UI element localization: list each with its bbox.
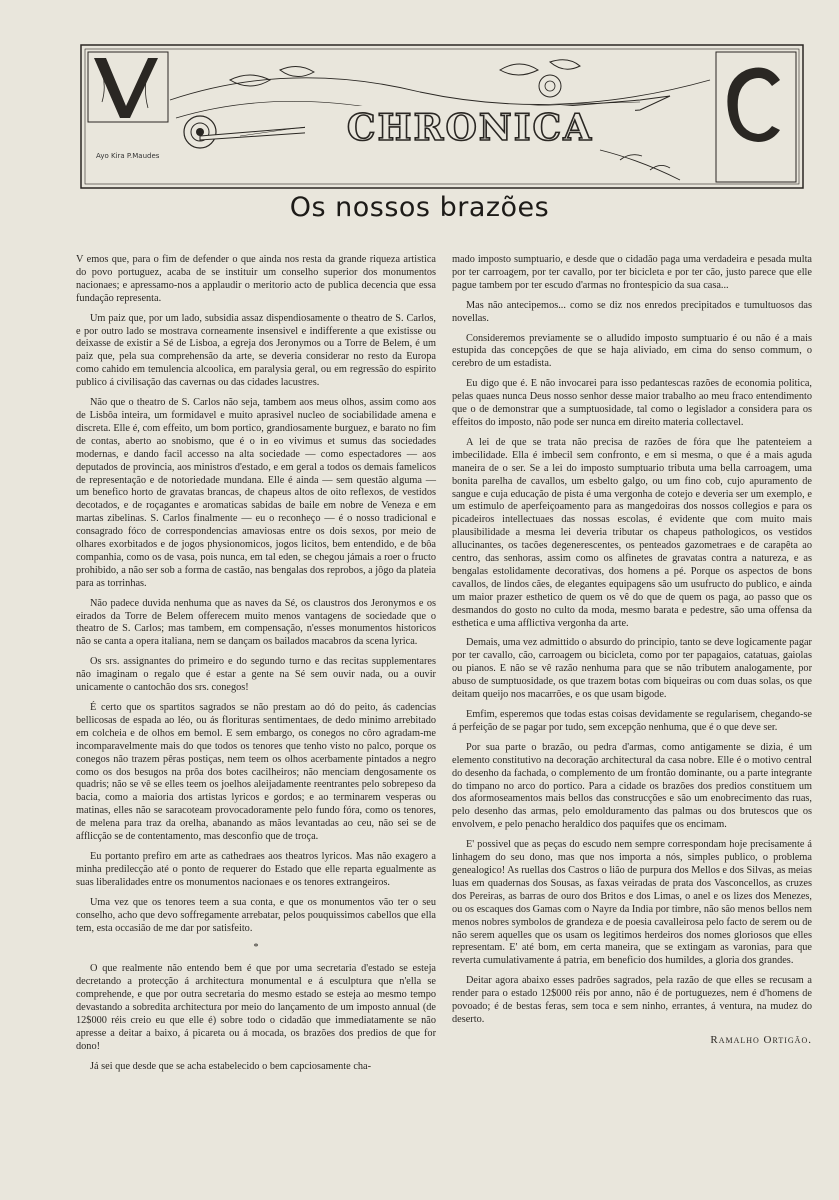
paragraph: A lei de que se trata não precisa de razões de fóra que lhe patenteiem a imbecilidade. Ella é imbecil sem confronto, e em si mesma, o que é a mais aguda maneira de o ser. Se a lei do imposto sumptuario tributa uma bella carroagem, uma bonita parelha de cavallos, um esbelto galgo, ou um fino cob, cujo apuramento de sangue e cuja educação de pista é uma vergonha de cotejo e deveria ser um exemplo, e um estimulo de aperfeiçoamento para as mangedoiras dos nossos collegios e para os picadeiros intellectuaes das nossas escolas, é evidente que com muito mais plausibilidade a mesma lei deveria tributar os chapeus pathologicos, os vestidos allucinantes, os tacões degenerescentes, os penteados gazometraes e de carapêta ao centro, das senhoras, assim como os alfinetes de gravatas contra a natureza, e as bengalas estolidamente decorativas, dos homens a pé. Porque os aspectos de bons cavallos, de lindos cães, de elegantes equipagens são um usufructo do publico, e ainda um maior prazer esthetico de quem os vê do que de quem os paga, ao passo que os desmandos do gosto no culto da moda, mesmo barata e pedestre, são uma offensa da esthetica e uma afflictiva vergonha da arte. bbox=[452, 436, 812, 629]
paragraph: Deitar agora abaixo esses padrões sagrados, pela razão de que elles se recusam a render para o estado 12$000 réis por anno, não é de portuguezes, nem é d'homens de povoado; é de bestas feras, sem toca e sem ninho, errantes, á ventura, na mudez do deserto. bbox=[452, 975, 812, 1025]
author-signature: Ramalho Ortigão. bbox=[710, 1033, 812, 1046]
paragraph: Consideremos previamente se o alludido imposto sumptuario é ou não é a mais estupida das concepções de que se haja aliviado, em cima do senso commum, o cerebro de um estadista. bbox=[452, 332, 812, 370]
chronica-header-ornament bbox=[80, 40, 804, 190]
paragraph: É certo que os spartitos sagrados se não prestam ao dó do peito, ás cadencias bellicosas de espada ao léo, ou ás florituras sentimentaes, de dedo minimo arrebitado em colcheia e de olhos em bemol. E sem embargo, os conegos no côro agradam-me incomparavelmente mais do que todos os tenores que tenho visto no palco, porque os conegos não trazem pêras postiças, nem teem os olhos acerbamente pintados a negro como os dos besugos na prôa dos botes cacilheiros; não menciam dengosamente os quadris; não se vê se elles teem os joelhos aleijadamente reentrantes pelo sobrepeso da bacia, como a maioria dos artistas lyricos e gordos; e ao terminarem vesperas ou matinas, elles não se saracoteam provocadoramente pelo fundo fóra, como os tenores, de melena para traz da orelha, abanando as mãos levantadas ao ceu, não sei se de afflicção se de contentamento, mas desconfio que de troça. bbox=[76, 702, 436, 843]
paragraph: O que realmente não entendo bem é que por uma secretaria d'estado se esteja decretando a protecção á architectura monumental e á esculptura que n'ella se comprehende, e que por outra secretaria do mesmo estado se esteja ao mesmo tempo devastando a sobredita architectura por meio do lançamento de um imposto annual (de 12$000 réis creio eu que elle é) sobre todo o cidadão que immediatamente se não apresse a deitar a baixo, á picareta ou á mocada, os brazões dos predios de que for dono! bbox=[76, 963, 436, 1052]
paragraph: Não padece duvida nenhuma que as naves da Sé, os claustros dos Jeronymos e os eirados da Torre de Belem offerecem muito menos vantagens de sociedade que o theatro de S. Carlos; mas tambem, em compensação, n'esses monumentos historicos não se canta a opera italiana, nem se dançam os bailados macabros da scena lyrica. bbox=[76, 597, 436, 648]
left-column bbox=[76, 254, 436, 1081]
paragraph: Demais, uma vez admittido o absurdo do principio, tanto se deve logicamente pagar por ter cavallo, cão, carroagem ou bicicleta, como por ter papagaios, catatuas, gaiolas ou pianos. E não se vê razão nenhuma para que se não tributem analogamente, por abuso de sumptuosidade, os que trazem botas com biqueiras ou com duas solas, os que deitam queijo nos macarrões, e os que usam bigode. bbox=[452, 637, 812, 701]
paragraph: Não que o theatro de S. Carlos não seja, tambem aos meus olhos, assim como aos de Lisbôa inteira, um formidavel e muito aprasivel nucleo de sociabilidade amena e discreta. Elle é, com effeito, um bom portico, grandiosamente burguez, e barato no fim de contas, aberto ao snobismo, que é o in eo vivimus et sumus das sociedades modernas, e dando facil accesso na alta sociedade — como espectadores — aos deputados de provincia, aos ministros d'estado, e em geral a todos os demais famelicos de representação e de notoriedade mundana. Elle é ainda — sem questão alguma — um benefico horto de gravatas brancas, de chapeus altos de oito reflexos, de vestidos decotados, e de roçagantes e aromaticas sabidas de baile em nobre de Veneza e em martas zibelinas. S. Carlos finalmente — eu o reconheço — é o nosso tradicional e consagrado fóco de correspondencias amaviosas entre os dois sexos, por meio de olhares exorbitados e de jogos physionomicos, jogos licitos, bem entendido, e de bôa companhia, como os de vasa, pois nunca, em tal eden, se chegou jámais a roer o fructo prohibido, a não ser sob a forma de castão, nas bengalas dos reprobos, a jôgo da plateia para as torrinhas. bbox=[76, 397, 436, 589]
paragraph: Emfim, esperemos que todas estas coisas devidamente se regularisem, chegando-se á perfeição de se pagar por tudo, sem excepção nenhuma, que é o que deve ser. bbox=[452, 709, 812, 733]
paragraph: Por sua parte o brazão, ou pedra d'armas, como antigamente se dizia, é um elemento constitutivo na decoração architectural da casa nobre. Elle é o motivo central do desenho da fachada, o complemento de um frontão dominante, ou a parte integrante do timpano no arco do portico. Para a cidade os brazões dos predios constituem um dos aformoseamentos mais bellos das construcções e são um enobrecimento das ruas, pelo desenho das armas, pelo emolduramento das palmas ou dos brutescos que os envolvem, e pelo penacho heraldico dos paquifes que os encimam. bbox=[452, 741, 812, 831]
right-column bbox=[452, 254, 812, 1047]
artist-credit: Ayo Kira P.Maudes bbox=[96, 152, 160, 160]
paragraph: Um paiz que, por um lado, subsidia assaz dispendiosamente o theatro de S. Carlos, e por outro lado se mostrava corneamente insensivel e indifferente a que existisse ou deixasse de existir a Sé de Lisboa, a egreja dos Jeronymos ou a Torre de Belem, é um paiz que, pela sua comprehensão da arte, se deveria considerar no resto da Europa como cahido em temulencia alcoolica, em paralysia geral, ou em regressão do espirito publico á civilisação das cavernas ou das cidades lacustres. bbox=[76, 312, 436, 389]
paragraph: mado imposto sumptuario, e desde que o cidadão paga uma verdadeira e pesada multa por ter carroagem, por ter cavallo, por ter bicicleta e por ter cão, justo parece que elle pague tambem por ter escudo d'armas no frontespicio da sua casa... bbox=[452, 254, 812, 291]
paragraph: Já sei que desde que se acha estabelecido o bem capciosamente cha- bbox=[90, 1060, 372, 1072]
paragraph: V emos que, para o fim de defender o que ainda nos resta da grande riqueza artistica do povo portuguez, acaba de se instituir um conselho superior dos monumentos nacionaes; e apressamo-nos a applaudir o meritorio acto de publica decencia que essa fundação representa. bbox=[76, 254, 436, 304]
article-title: Os nossos brazões bbox=[289, 192, 550, 223]
paragraph: E' possivel que as peças do escudo nem sempre correspondam hoje precisamente á linhagem do seu dono, mas que nos importa a nós, simples publico, o problema genealogico! As ruellas dos Castros o lião de purpura dos Mellos e dos Silvas, as meias luas em quadernas dos Sousas, as faxas veiradas de prata dos Vasconcellos, as cruzes dos Pereiras, as barras de ouro dos Britos e dos Limas, o anel e os lizes dos Menezes, ou os escaques dos Gamas com o Nayre da India por timbre, não são menos bellos nem menos nobres symbolos de grandeza e de poesia cavalleirosa pelo facto de serem ou de não serem aquelles que os usam os legitimos herdeiros dos nomes gloriosos que elles representam. E' até bom, em certa maneira, que se extingam as varonias, para que reverta cumulativamente á patria, em beneficio dos humildes, a gloria dos grandes. bbox=[452, 839, 813, 967]
chronica-ornament-title: CHRONICA bbox=[346, 107, 594, 149]
section-separator: * bbox=[253, 942, 259, 954]
paragraph: Os srs. assignantes do primeiro e do segundo turno e das recitas supplementares não imaginam o regalo que é estar a gente na Sé sem ouvir nada, ou a ouvir unicamente o cantochão dos srs. conegos! bbox=[76, 656, 436, 694]
paragraph: Eu portanto prefiro em arte as cathedraes aos theatros lyricos. Mas não exagero a minha predilecção até o ponto de requerer do Estado que elle reparta egualmente as suas liberalidades entre os monumentos nacionaes e os tenores extrangeiros. bbox=[76, 850, 436, 888]
paragraph: Uma vez que os tenores teem a sua conta, e que os monumentos vão ter o seu conselho, acho que devo soffregamente arrebatar, pelos pouquissimos cabellos que ella tem, esta occasião de me dar por satisfeito. bbox=[76, 896, 436, 934]
paragraph: Eu digo que é. E não invocarei para isso pedantescas razões de economia politica, pelas quaes nunca Deus nosso senhor desse maior trabalho ao meu fraco entendimento que o de demonstrar que a sumptuosidade, tal como o legislador a considera para os effeitos do imposto, não pode ser nunca em direito materia collectavel. bbox=[452, 378, 812, 428]
paragraph: Mas não antecipemos... como se diz nos enredos precipitados e tumultuosos das novellas. bbox=[452, 299, 812, 324]
